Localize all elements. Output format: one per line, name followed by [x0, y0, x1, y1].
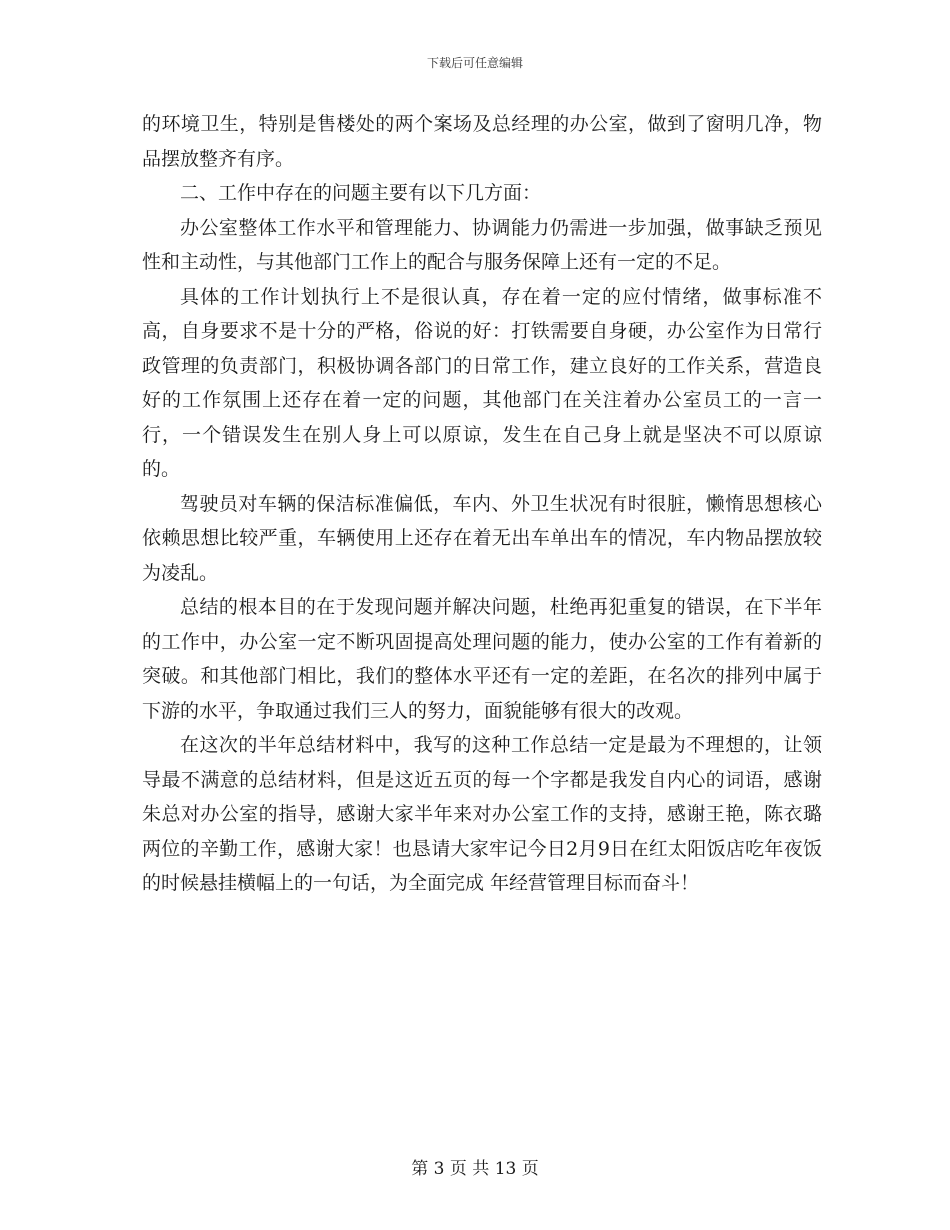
page-header: 下载后可任意编辑: [426, 56, 523, 70]
paragraph: 办公室整体工作水平和管理能力、协调能力仍需进一步加强，做事缺乏预见性和主动性，与其他部门工作上的配合与服务保障上还有一定的不足。: [142, 216, 822, 273]
paragraph: 在这次的半年总结材料中，我写的这种工作总结一定是最为不理想的，让领导最不满意的总结材料，但是这近五页的每一个字都是我发自内心的词语，感谢朱总对办公室的指导，感谢大家半年来对办公室工作的支持，感谢王艳，陈衣璐两位的辛勤工作，感谢大家！也恳请大家牢记今日2月9日在红太阳饭店吃年夜饭的时候悬挂横幅上的一句话，为全面完成 年经营管理目标而奋斗！: [142, 734, 822, 894]
paragraph: 总结的根本目的在于发现问题并解决问题，杜绝再犯重复的错误，在下半年的工作中，办公室一定不断巩固提高处理问题的能力，使办公室的工作有着新的突破。和其他部门相比，我们的整体水平还有一定的差距，在名次的排列中属于下游的水平，争取通过我们三人的努力，面貌能够有很大的改观。: [142, 596, 822, 722]
paragraph-continuation: 的环境卫生，特别是售楼处的两个案场及总经理的办公室，做到了窗明几净，物品摆放整齐有序。: [142, 113, 822, 170]
paragraph: 具体的工作计划执行上不是很认真，存在着一定的应付情绪，做事标准不高，自身要求不是十分的严格，俗说的好：打铁需要自身硬，办公室作为日常行政管理的负责部门，积极协调各部门的日常工作，建立良好的工作关系，营造良好的工作氛围上还存在着一定的问题，其他部门在关注着办公室员工的一言一行，一个错误发生在别人身上可以原谅，发生在自己身上就是坚决不可以原谅的。: [142, 285, 822, 480]
paragraph: 驾驶员对车辆的保洁标准偏低，车内、外卫生状况有时很脏，懒惰思想核心依赖思想比较严重，车辆使用上还存在着无出车单出车的情况，车内物品摆放较为凌乱。: [142, 492, 822, 584]
section-heading-problems: 二、工作中存在的问题主要有以下几方面：: [180, 182, 542, 204]
page-number-footer: 第 3 页 共 13 页: [411, 1159, 539, 1179]
document-body: [142, 107, 822, 901]
